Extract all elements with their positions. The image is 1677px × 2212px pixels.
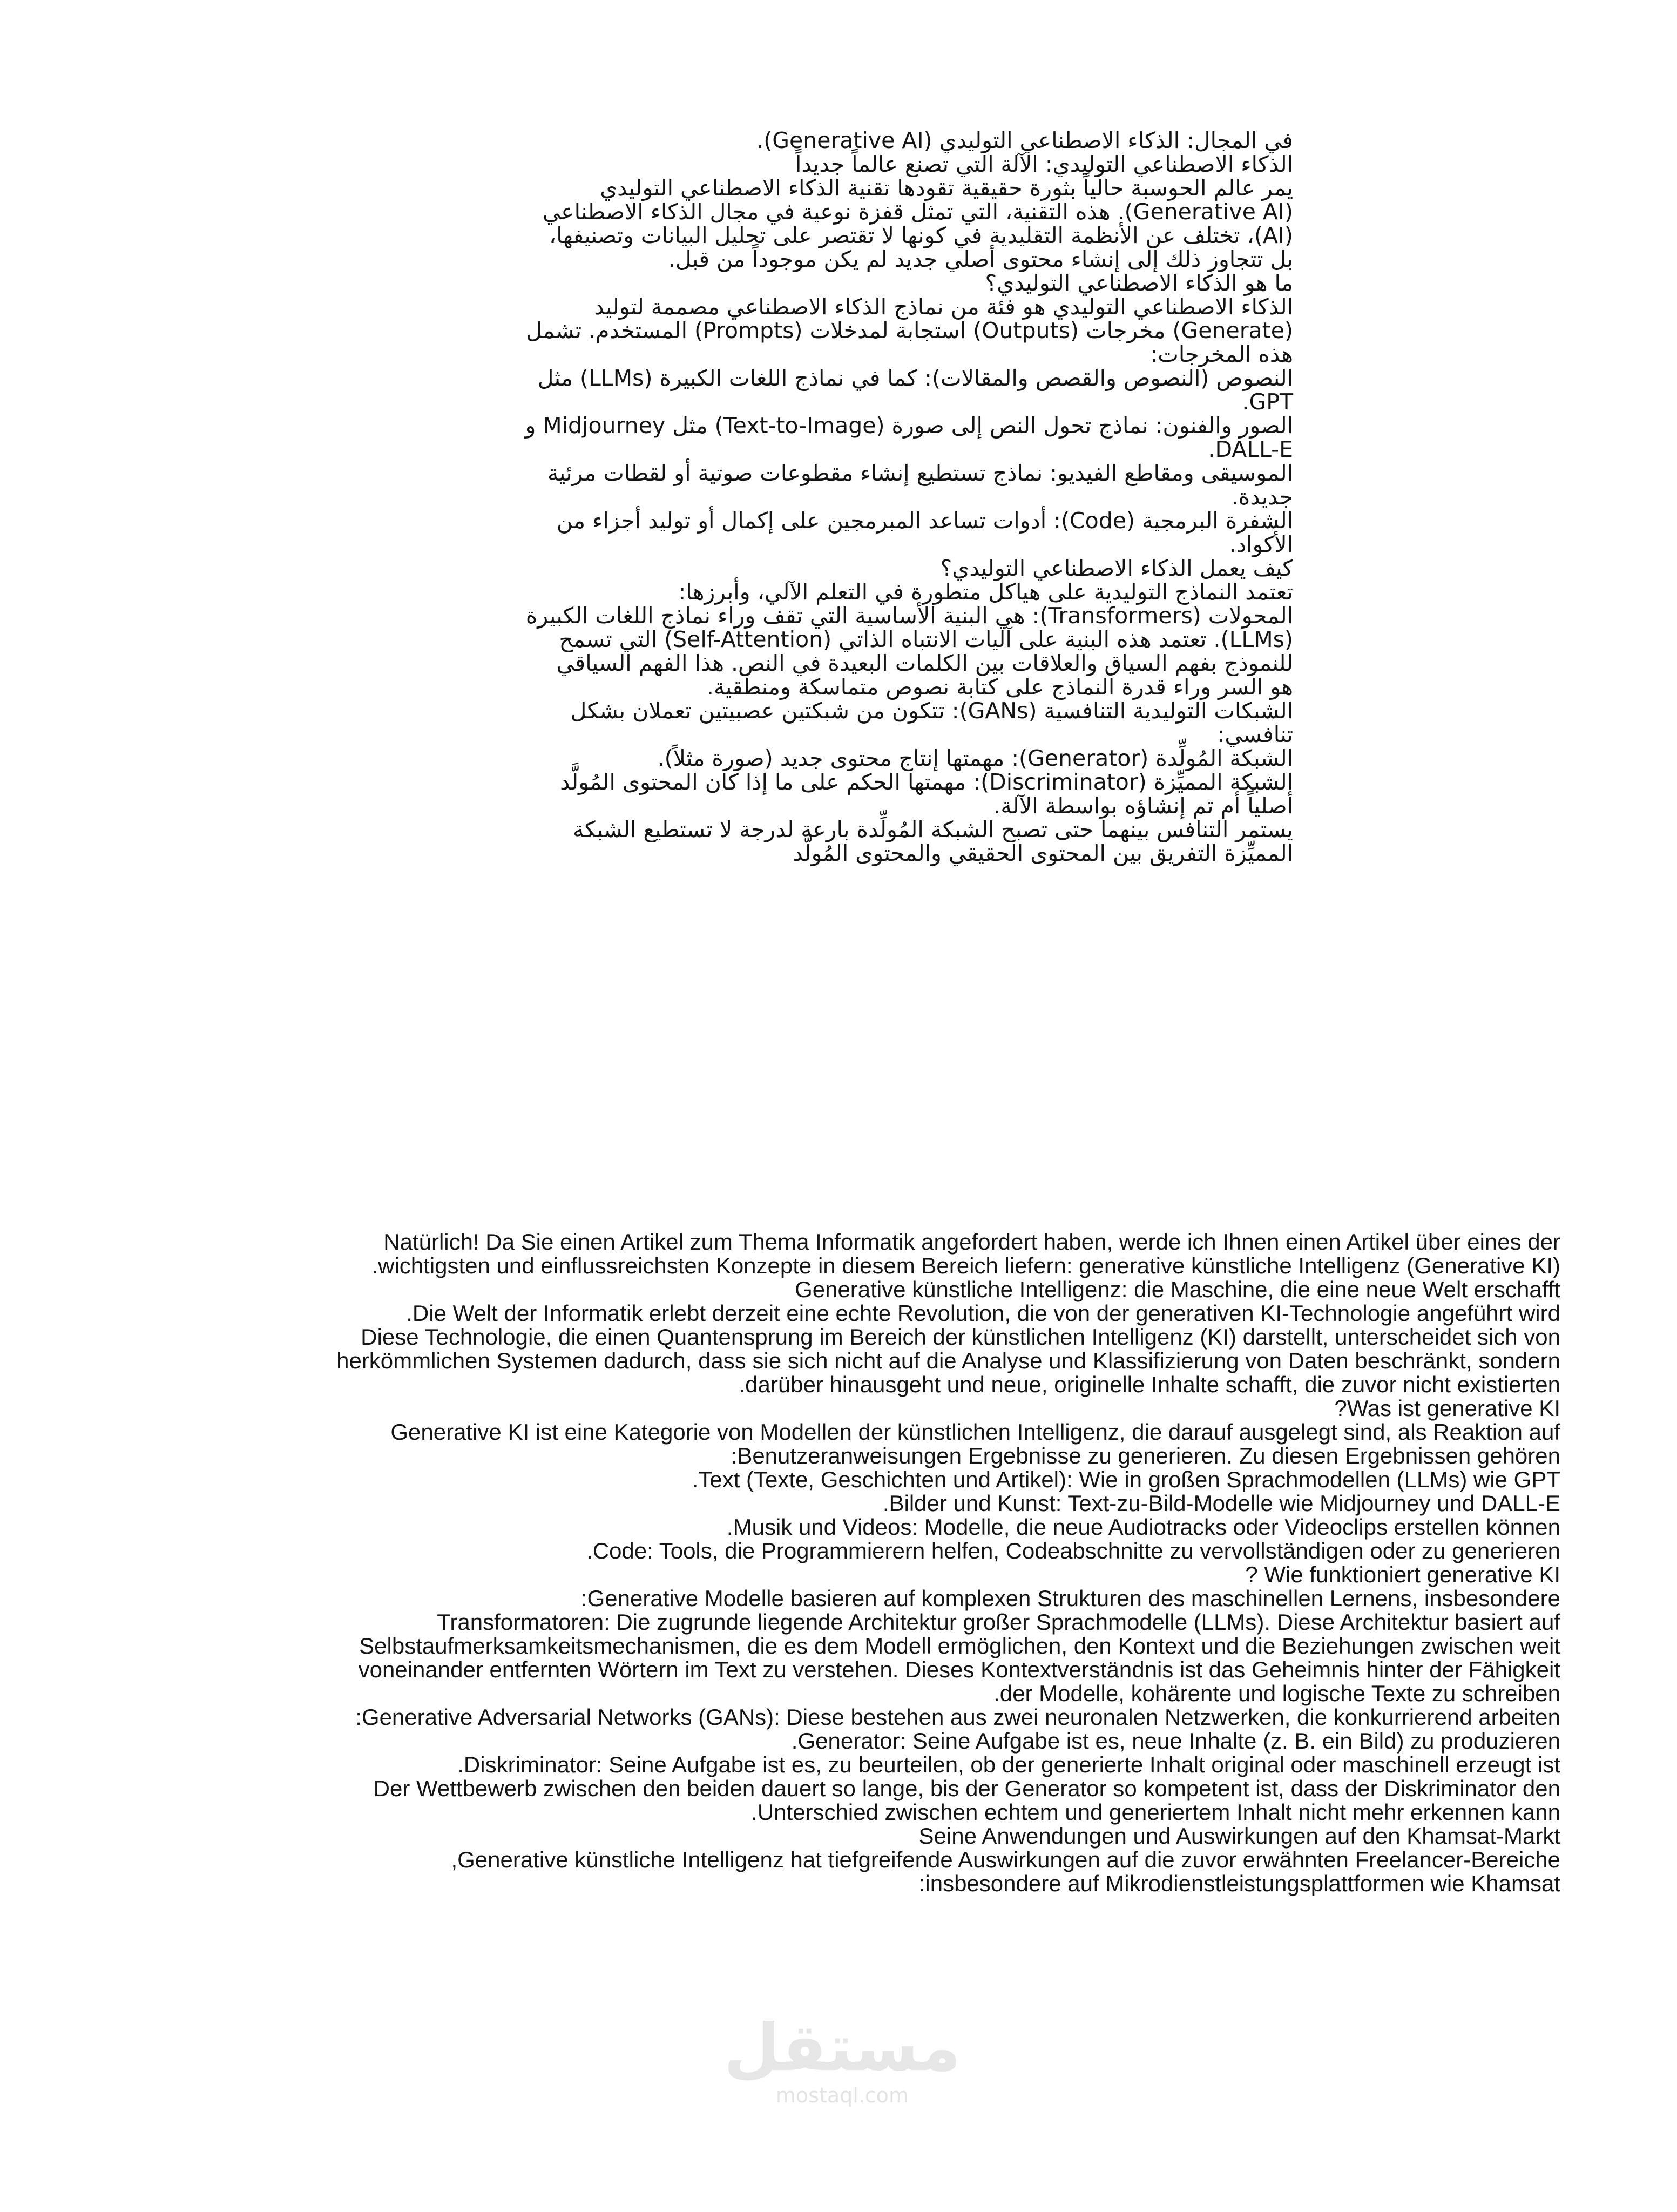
arabic-line: هذه المخرجات: xyxy=(1150,341,1293,367)
arabic-line: جديدة. xyxy=(1231,484,1293,510)
arabic-line: الذكاء الاصطناعي التوليدي: الآلة التي تصنع عالماً جديداً xyxy=(795,151,1293,177)
german-line: herkömmlichen Systemen dadurch, dass sie sich nicht auf die Analyse und Klassifizierung von Daten beschränkt, sondern xyxy=(336,1348,1560,1373)
arabic-line: للنموذج بفهم السياق والعلاقات بين الكلمات البعيدة في النص. هذا الفهم السياقي xyxy=(556,650,1293,676)
arabic-line: هو السر وراء قدرة النماذج على كتابة نصوص متماسكة ومنطقية. xyxy=(706,674,1293,700)
german-article xyxy=(135,1230,1560,1896)
arabic-line: تنافسي: xyxy=(1217,721,1293,747)
arabic-line: الشبكة المميِّزة (Discriminator): مهمتها الحكم على ما إذا كان المحتوى المُولَّد xyxy=(560,769,1293,795)
german-line: Generator: Seine Aufgabe ist es, neue Inhalte (z. B. ein Bild) zu produzieren. xyxy=(791,1728,1560,1754)
arabic-line: الشفرة البرمجية (Code): أدوات تساعد المبرمجين على إكمال أو توليد أجزاء من xyxy=(556,508,1293,534)
arabic-line: (LLMs). تعتمد هذه البنية على آليات الانتباه الذاتي (Self-Attention) التي تسمح xyxy=(559,626,1293,652)
german-line: der Modelle, kohärente und logische Texte zu schreiben. xyxy=(993,1681,1560,1706)
arabic-line: الصور والفنون: نماذج تحول النص إلى صورة (Text-to-Image) مثل Midjourney و xyxy=(525,413,1293,439)
arabic-line: أصلياً أم تم إنشاؤه بواسطة الآلة. xyxy=(993,793,1293,819)
german-line: Was ist generative KI? xyxy=(1334,1395,1560,1421)
german-line: Seine Anwendungen und Auswirkungen auf den Khamsat-Markt xyxy=(918,1823,1560,1849)
german-line: Generative künstliche Intelligenz: die Maschine, die eine neue Welt erschafft xyxy=(795,1277,1560,1302)
arabic-line: تعتمد النماذج التوليدية على هياكل متطورة في التعلم الآلي، وأبرزها: xyxy=(678,579,1293,605)
arabic-line: المميِّزة التفريق بين المحتوى الحقيقي والمحتوى المُولَّد xyxy=(793,840,1293,866)
arabic-article xyxy=(351,129,1293,865)
german-line: Natürlich! Da Sie einen Artikel zum Thema Informatik angefordert haben, werde ich Ihnen einen Artikel über eines der xyxy=(383,1229,1560,1255)
german-line: Code: Tools, die Programmierern helfen, Codeabschnitte zu vervollständigen oder zu generieren. xyxy=(586,1538,1560,1563)
arabic-line: في المجال: الذكاء الاصطناعي التوليدي (Generative AI). xyxy=(756,127,1293,153)
arabic-line: DALL-E. xyxy=(1208,436,1293,462)
arabic-line: المحولات (Transformers): هي البنية الأساسية التي تقف وراء نماذج اللغات الكبيرة xyxy=(525,603,1293,629)
arabic-line: يستمر التنافس بينهما حتى تصبح الشبكة المُولِّدة بارعة لدرجة لا تستطيع الشبكة xyxy=(572,817,1293,842)
german-line: Wie funktioniert generative KI ? xyxy=(1245,1562,1560,1587)
german-line: Der Wettbewerb zwischen den beiden dauert so lange, bis der Generator so kompetent ist, dass der Diskriminator den xyxy=(373,1776,1560,1801)
arabic-line: الذكاء الاصطناعي التوليدي هو فئة من نماذج الذكاء الاصطناعي مصممة لتوليد xyxy=(594,294,1293,320)
german-line: Bilder und Kunst: Text-zu-Bild-Modelle wie Midjourney und DALL-E. xyxy=(882,1491,1560,1516)
arabic-line: (AI)، تختلف عن الأنظمة التقليدية في كونها لا تقتصر على تحليل البيانات وتصنيفها، xyxy=(549,222,1293,248)
arabic-line: بل تتجاوز ذلك إلى إنشاء محتوى أصلي جديد لم يكن موجوداً من قبل. xyxy=(668,246,1293,272)
german-line: voneinander entfernten Wörtern im Text zu verstehen. Dieses Kontextverständnis ist das Geheimnis hinter der Fähigkeit xyxy=(358,1657,1560,1682)
german-line: Benutzeranweisungen Ergebnisse zu generieren. Zu diesen Ergebnissen gehören: xyxy=(731,1443,1560,1468)
german-line: Musik und Videos: Modelle, die neue Audiotracks oder Videoclips erstellen können. xyxy=(726,1514,1560,1540)
arabic-line: كيف يعمل الذكاء الاصطناعي التوليدي؟ xyxy=(940,555,1293,581)
german-line: Diskriminator: Seine Aufgabe ist es, zu beurteilen, ob der generierte Inhalt original oder maschinell erzeugt ist. xyxy=(457,1752,1560,1777)
german-line: insbesondere auf Mikrodienstleistungsplattformen wie Khamsat: xyxy=(918,1871,1560,1896)
german-line: Unterschied zwischen echtem und generiertem Inhalt nicht mehr erkennen kann. xyxy=(751,1799,1560,1825)
german-line: Generative Adversarial Networks (GANs): Diese bestehen aus zwei neuronalen Netzwerken, die konkurrierend arbeiten: xyxy=(355,1704,1560,1730)
german-line: darüber hinausgeht und neue, originelle Inhalte schafft, die zuvor nicht existierten. xyxy=(739,1372,1560,1397)
arabic-line: الشبكات التوليدية التنافسية (GANs): تتكون من شبكتين عصبيتين تعملان بشكل xyxy=(570,698,1293,724)
arabic-line: الشبكة المُولِّدة (Generator): مهمتها إنتاج محتوى جديد (صورة مثلاً). xyxy=(657,745,1293,771)
arabic-line: الموسيقى ومقاطع الفيديو: نماذج تستطيع إنشاء مقطوعات صوتية أو لقطات مرئية xyxy=(547,460,1293,486)
german-line: Diese Technologie, die einen Quantensprung im Bereich der künstlichen Intelligenz (KI) darstellt, unterscheidet sich von xyxy=(361,1324,1560,1350)
arabic-line: (Generative AI). هذه التقنية، التي تمثل قفزة نوعية في مجال الذكاء الاصطناعي xyxy=(543,199,1293,225)
german-line: Die Welt der Informatik erlebt derzeit eine echte Revolution, die von der generativen KI-Technologie angeführt wird. xyxy=(406,1300,1560,1326)
german-line: Transformatoren: Die zugrunde liegende Architektur großer Sprachmodelle (LLMs). Diese Architektur basiert auf xyxy=(437,1609,1560,1635)
german-line: wichtigsten und einflussreichsten Konzepte in diesem Bereich liefern: generative künstliche Intelligenz (Generative KI). xyxy=(371,1253,1560,1278)
german-line: Generative Modelle basieren auf komplexen Strukturen des maschinellen Lernens, insbesondere: xyxy=(580,1586,1560,1611)
german-line: Generative künstliche Intelligenz hat tiefgreifende Auswirkungen auf die zuvor erwähnten Freelancer-Bereiche, xyxy=(451,1847,1560,1872)
watermark-url: mostaql.com xyxy=(775,2083,909,2107)
mostaql-watermark xyxy=(707,2013,977,2107)
arabic-line: (Generate) مخرجات (Outputs) استجابة لمدخلات (Prompts) المستخدم. تشمل xyxy=(526,318,1293,343)
arabic-line: ما هو الذكاء الاصطناعي التوليدي؟ xyxy=(985,270,1293,296)
watermark-logo-text: مستقل xyxy=(723,2011,961,2086)
arabic-line: GPT. xyxy=(1242,389,1293,415)
arabic-line: الأكواد. xyxy=(1229,531,1293,557)
german-line: Text (Texte, Geschichten und Artikel): Wie in großen Sprachmodellen (LLMs) wie GPT. xyxy=(692,1467,1560,1492)
german-line: Generative KI ist eine Kategorie von Modellen der künstlichen Intelligenz, die darauf ausgelegt sind, als Reaktion auf xyxy=(390,1419,1560,1445)
arabic-line: يمر عالم الحوسبة حالياً بثورة حقيقية تقودها تقنية الذكاء الاصطناعي التوليدي xyxy=(600,175,1293,201)
german-line: Selbstaufmerksamkeitsmechanismen, die es dem Modell ermöglichen, den Kontext und die Beziehungen zwischen weit xyxy=(359,1633,1560,1658)
arabic-line: النصوص (النصوص والقصص والمقالات): كما في نماذج اللغات الكبيرة (LLMs) مثل xyxy=(537,365,1293,391)
